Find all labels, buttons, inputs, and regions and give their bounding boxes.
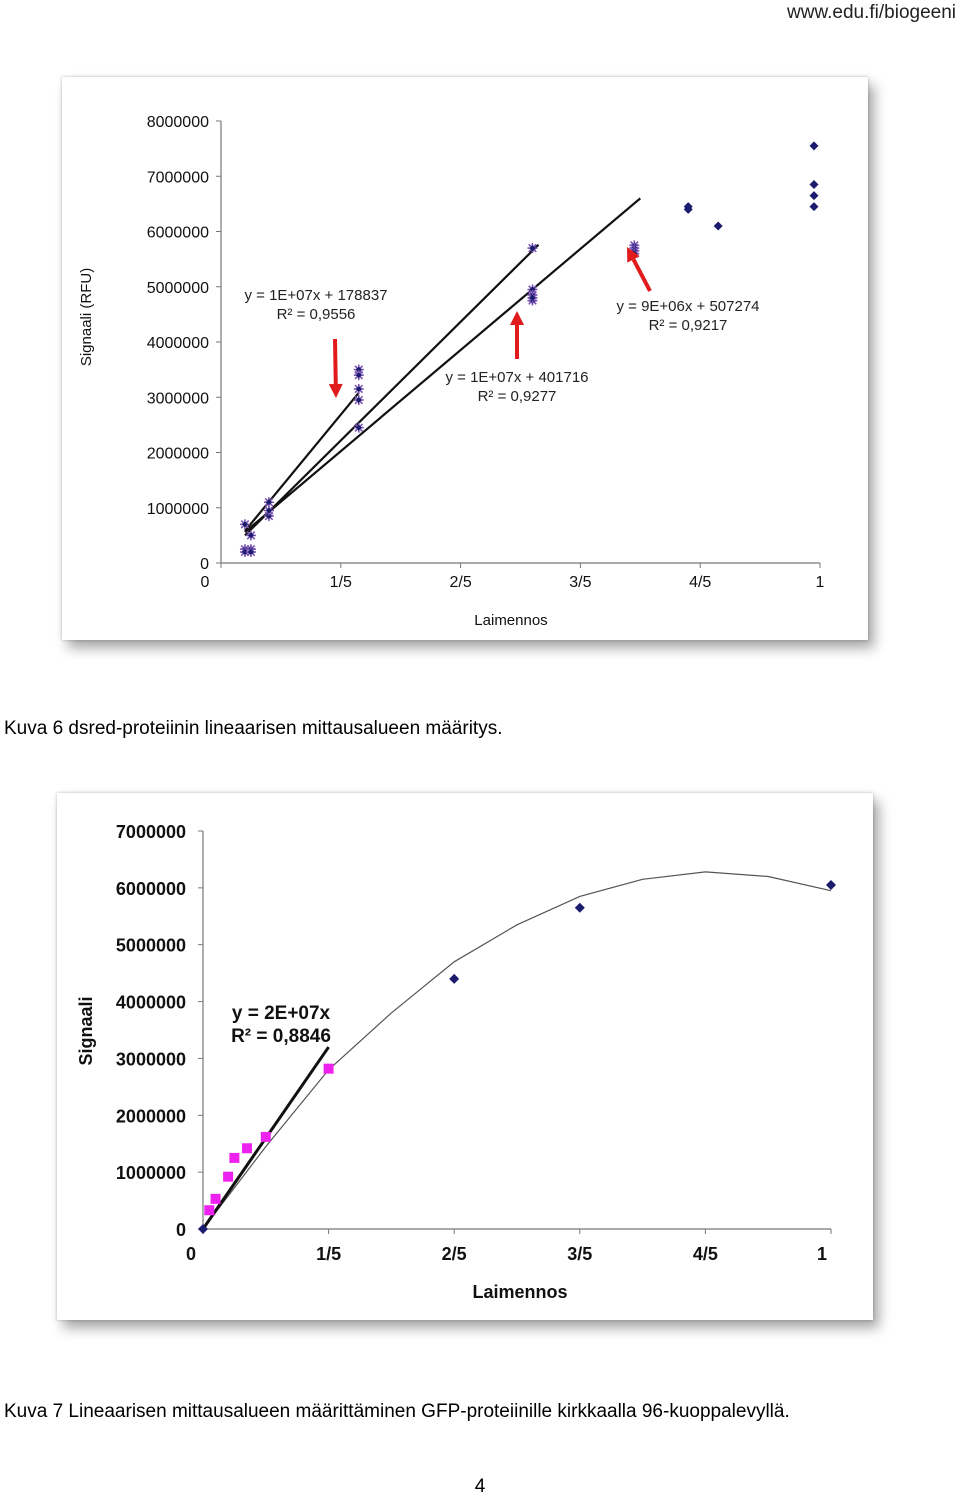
chart-2-point-square: [223, 1172, 233, 1182]
chart-2-x-tick-label: 3/5: [567, 1244, 593, 1264]
chart-2-x-tick-label: 2/5: [441, 1244, 467, 1264]
chart-1-x-tick-label: 1/5: [329, 574, 352, 591]
chart-2-x-tick-label: 0: [185, 1244, 197, 1264]
chart-1-x-tick-label: 0: [200, 574, 210, 591]
chart-1-y-tick-label: 7000000: [146, 169, 209, 187]
chart-1-arrow-1: [329, 339, 343, 398]
figure-2-caption: Kuva 7 Lineaarisen mittausalueen määrittäminen GFP-proteiinille kirkkaalla 96-kuoppalevyllä.: [4, 1401, 790, 1422]
chart-1-point: [810, 141, 819, 150]
chart-2-trend-r2: R² = 0,8846: [231, 1026, 331, 1047]
chart-1-arrow-2: [510, 311, 524, 359]
chart-2-point-square: [211, 1194, 221, 1204]
chart-1-trend-equation-3: y = 9E+06x + 507274: [616, 298, 760, 315]
chart-2-point: [575, 903, 585, 913]
chart-1-y-tick-label: 3000000: [146, 390, 209, 408]
chart-1-trendline-1: [245, 393, 359, 531]
chart-1-trendline-3: [245, 198, 640, 532]
chart-1: [78, 114, 825, 629]
chart-2-y-axis-label: Signaali: [76, 996, 96, 1066]
chart-1-trend-r2-1: R² = 0,9556: [276, 306, 356, 323]
chart-1-point: [714, 221, 723, 230]
chart-1-trend-r2-2: R² = 0,9277: [477, 388, 557, 405]
chart-2-point-square: [324, 1064, 334, 1074]
chart-1-point: [810, 191, 819, 200]
chart-1-arrow-2-head: [510, 311, 524, 325]
chart-2-y-tick-label: 7000000: [115, 822, 186, 842]
chart-1-arrow-1-shaft: [335, 339, 336, 384]
chart-2-y-tick-label: 6000000: [115, 878, 186, 899]
chart-2-y-tick-label: 3000000: [115, 1049, 186, 1070]
chart-1-arrow-3-shaft: [633, 259, 650, 291]
chart-2-point-square: [242, 1143, 252, 1153]
chart-2-polynomial-trendline: [203, 872, 831, 1229]
chart-1-trend-r2-3: R² = 0,9217: [648, 317, 728, 334]
chart-2-y-tick-label: 5000000: [115, 935, 186, 956]
chart-1-y-tick-label: 6000000: [146, 224, 209, 242]
chart-2-trend-equation: y = 2E+07x: [231, 1003, 331, 1024]
chart-1-trend-equation-2: y = 1E+07x + 401716: [445, 369, 589, 386]
chart-1-point: [810, 180, 819, 189]
chart-2: [76, 822, 836, 1302]
chart-2-y-tick-label: 4000000: [115, 992, 186, 1013]
chart-1-y-tick-label: 0: [200, 556, 209, 573]
chart-1-y-tick-label: 1000000: [146, 500, 209, 518]
chart-1-x-tick-label: 2/5: [449, 574, 472, 591]
chart-2-x-tick-label: 1/5: [316, 1244, 342, 1264]
chart-2-point: [826, 880, 836, 890]
chart-1-y-tick-label: 2000000: [146, 445, 209, 463]
chart-2-y-tick-label: 0: [175, 1220, 186, 1240]
header-url: www.edu.fi/biogeeni: [787, 2, 956, 23]
chart-2-x-tick-label: 4/5: [692, 1244, 718, 1264]
chart-2-y-tick-label: 2000000: [115, 1106, 186, 1127]
figure-1-caption: Kuva 6 dsred-proteiinin lineaarisen mittausalueen määritys.: [4, 718, 503, 739]
chart-2-point: [449, 974, 459, 984]
chart-2-point-square: [261, 1132, 271, 1142]
chart-1-x-tick-label: 3/5: [569, 574, 592, 591]
chart-1-y-tick-label: 8000000: [146, 114, 209, 131]
chart-2-x-tick-label: 1: [816, 1244, 828, 1264]
chart-1-y-tick-label: 4000000: [146, 335, 209, 352]
chart-1-trend-equation-1: y = 1E+07x + 178837: [244, 287, 388, 304]
chart-2-point-square: [204, 1205, 214, 1215]
chart-1-y-axis-label: Signaali (RFU): [78, 267, 95, 367]
chart-1-point: [810, 202, 819, 211]
chart-2-y-tick-label: 1000000: [115, 1163, 186, 1184]
chart-1-arrow-1-head: [329, 384, 343, 398]
chart-1-x-axis-label: Laimennos: [474, 612, 548, 629]
chart-2-point-square: [229, 1153, 239, 1163]
page-number: 4: [474, 1476, 486, 1497]
chart-1-x-tick-label: 4/5: [689, 574, 712, 591]
chart-1-y-tick-label: 5000000: [146, 279, 209, 297]
chart-1-x-tick-label: 1: [815, 574, 825, 591]
chart-2-x-axis-label: Laimennos: [472, 1282, 568, 1302]
